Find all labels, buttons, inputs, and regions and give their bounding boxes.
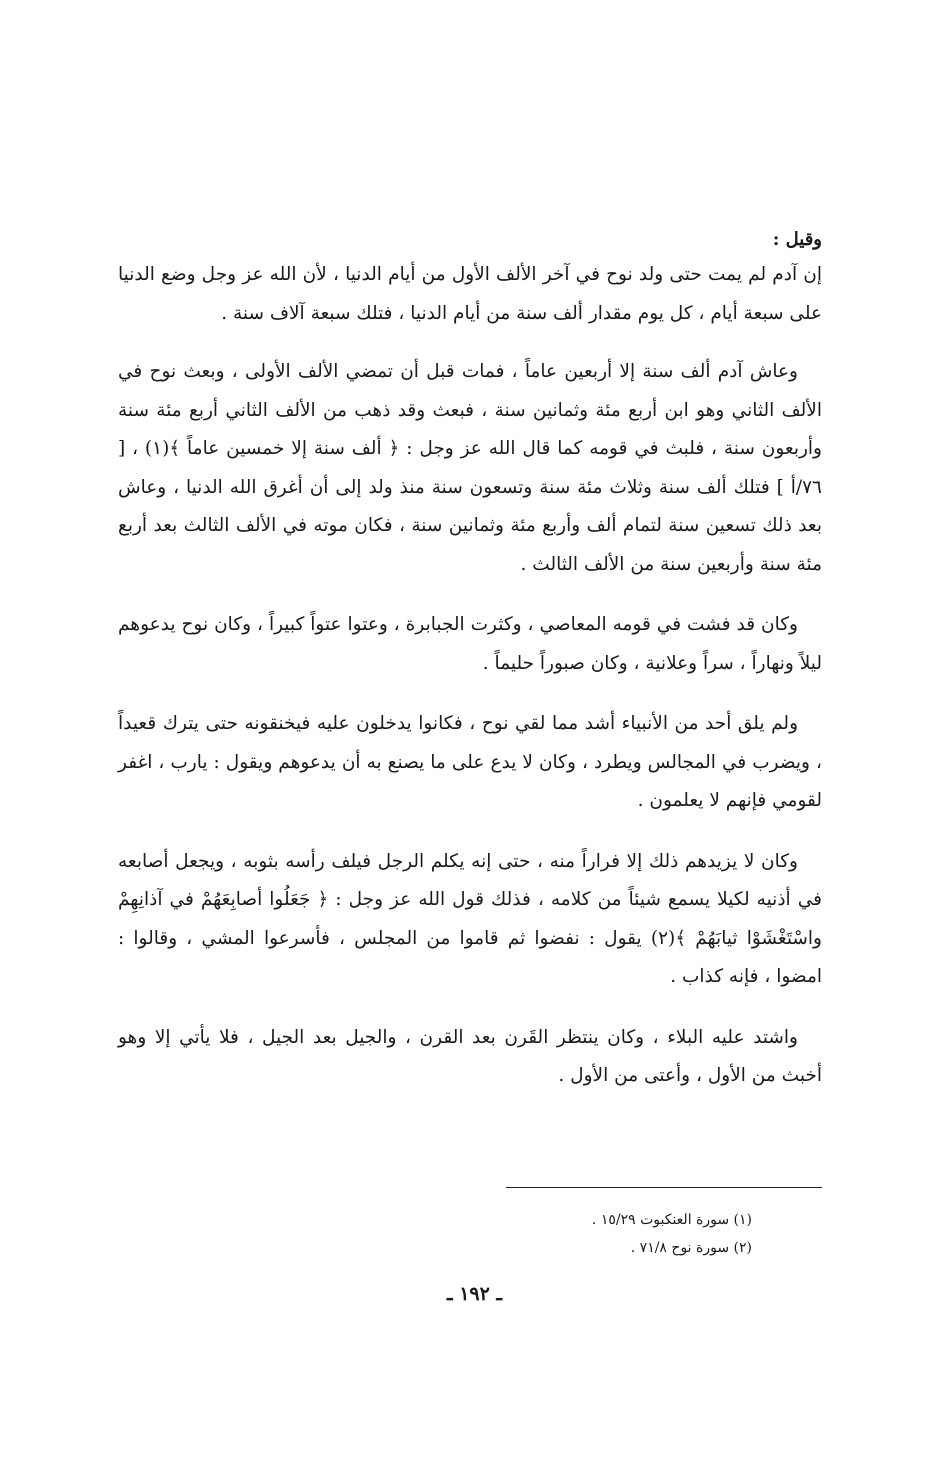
footnotes [400, 1206, 752, 1262]
main-text [118, 226, 822, 1118]
footnote-1: (١) سورة العنكبوت ١٥/٢٩ . [591, 1212, 752, 1228]
paragraph-2: وعاش آدم ألف سنة إلا أربعين عاماً ، فمات قبل أن تمضي الألف الأولى ، وبعث نوح في الألف الثاني وهو ابن أربع مئة وثمانين سنة ، فبعث وقد ذهب من الألف الثاني أربع مئة سنة وأربعون سنة ، فلبث في قومه كما قال الله عز وجل : ﴿ ألف سنة إلا خمسين عاماً ﴾(١) ، [ ٧٦/أ ] فتلك ألف سنة وثلاث مئة سنة وتسعون سنة منذ ولد إلى أن أغرق الله الدنيا ، وعاش بعد ذلك تسعين سنة لتمام ألف وأربع مئة وثمانين سنة ، فكان موته في الألف الثالث بعد أربع مئة سنة وأربعين سنة من الألف الثالث . [118, 361, 822, 575]
footnote-2: (٢) سورة نوح ٧١/٨ . [630, 1240, 752, 1256]
paragraph-6: واشتد عليه البلاء ، وكان ينتظر القَرن بعد القرن ، والجيل بعد الجيل ، فلا يأتي إلا وهو أخبث من الأول ، وأعتى من الأول . [118, 1026, 822, 1086]
page-number: ـ ١٩٢ ـ [447, 1283, 502, 1305]
paragraph-5: وكان لا يزيدهم ذلك إلا فراراً منه ، حتى إنه يكلم الرجل فيلف رأسه بثوبه ، ويجعل أصابعه في أذنيه لكيلا يسمع شيئاً من كلامه ، فذلك قول الله عز وجل : ﴿ جَعَلُوا أصابِعَهُمْ في آذانِهِمْ واسْتَغْشَوْا ثيابَهُمْ ﴾(٢) يقول : نفضوا ثم قاموا من المجلس ، فأسرعوا المشي ، وقالوا : امضوا ، فإنه كذاب . [118, 850, 822, 987]
paragraph-4: ولم يلق أحد من الأنبياء أشد مما لقي نوح ، فكانوا يدخلون عليه فيخنقونه حتى يترك قعيداً ، ويضرب في المجالس ويطرد ، وكان لا يدع على ما يصنع به أن يدعوهم ويقول : يارب ، اغفر لقومي فإنهم لا يعلمون . [118, 713, 822, 811]
paragraph-3: وكان قد فشت في قومه المعاصي ، وكثرت الجبابرة ، وعتوا عتواً كبيراً ، وكان نوح يدعوهم ليلاً ونهاراً ، سراً وعلانية ، وكان صبوراً حليماً . [118, 614, 822, 674]
paragraph-1: إن آدم لم يمت حتى ولد نوح في آخر الألف الأول من أيام الدنيا ، لأن الله عز وجل وضع الدنيا على سبعة أيام ، كل يوم مقدار ألف سنة من أيام الدنيا ، فتلك سبعة آلاف سنة . [118, 264, 822, 324]
section-heading: وقيل : [772, 229, 822, 250]
footnote-divider [506, 1187, 822, 1188]
